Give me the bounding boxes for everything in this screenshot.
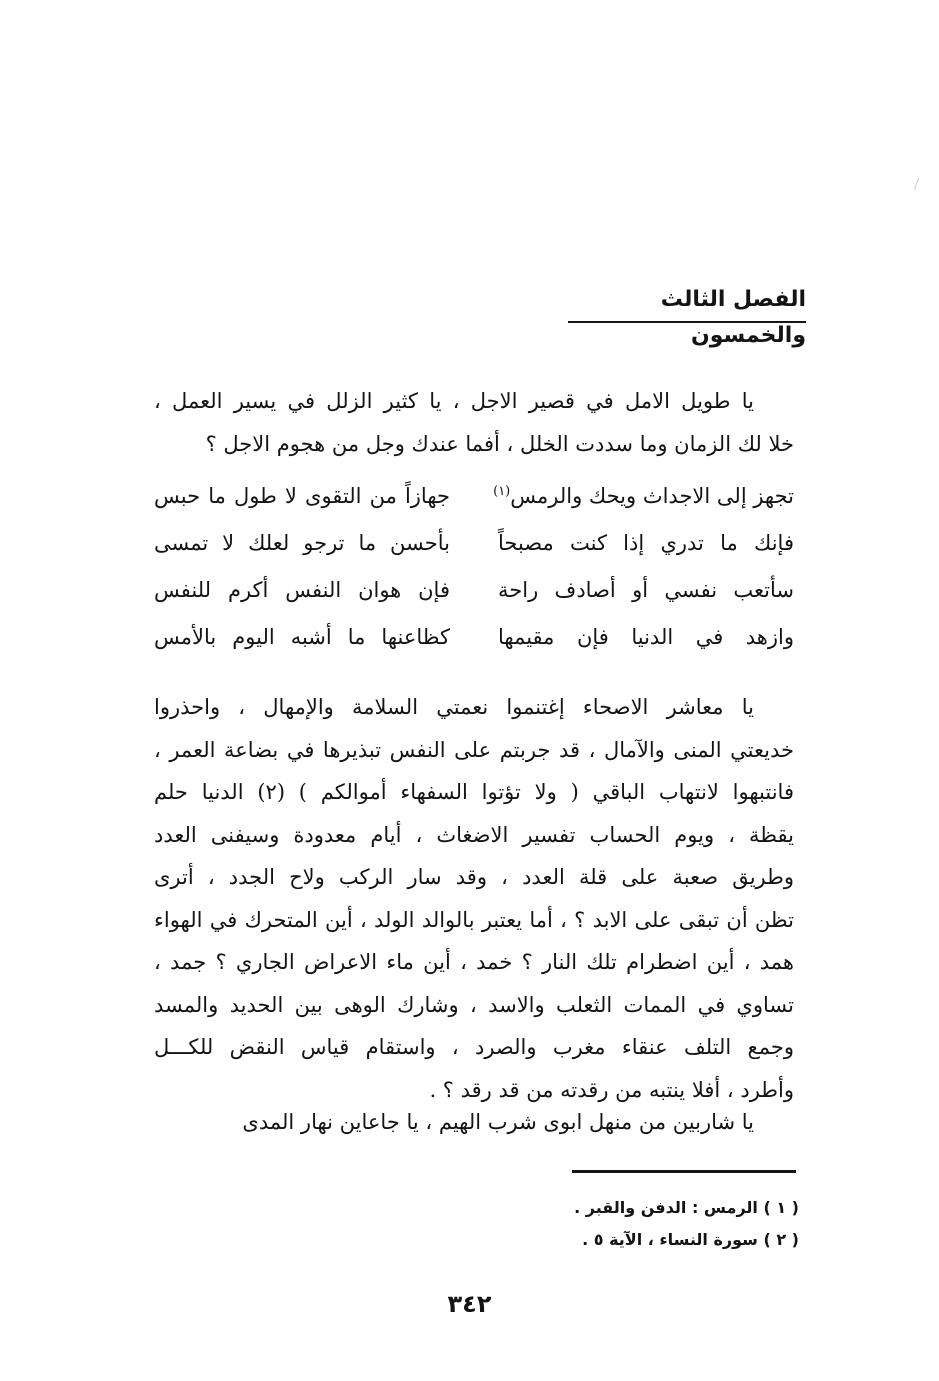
verse-second-hemistich: كظاعنها ما أشبه اليوم بالأمس xyxy=(154,624,450,649)
paragraph-line: فانتبهوا لانتهاب الباقي ( ولا تؤتوا السفهاء أموالكم ) (٢) الدنيا حلم xyxy=(154,780,794,804)
paragraph-1 xyxy=(154,380,794,466)
chapter-title: الفصل الثالث والخمسون xyxy=(660,287,806,348)
paragraph-line: يا معاشر الاصحاء إغتنموا نعمتي السلامة والإمهال ، واحذروا xyxy=(154,695,754,719)
poem xyxy=(154,472,794,660)
paragraph-line: تساوي في الممات الثعلب والاسد ، وشارك الوهى بين الحديد والمسد xyxy=(154,992,794,1017)
paragraph-line: خلا لك الزمان وما سددت الخلل ، أفما عندك وجل من هجوم الاجل ؟ xyxy=(205,432,794,456)
paragraph-line: وطريق صعبة على قلة العدد ، وقد سار الركب ولاح الجدد ، أترى xyxy=(154,865,794,889)
poem-verse xyxy=(154,613,794,660)
paragraph-line: تظن أن تبقى على الابد ؟ ، أما يعتبر بالوالد الولد ، أين المتحرك في الهواء xyxy=(154,907,794,932)
scan-speck xyxy=(914,178,919,190)
paragraph-line: خديعتي المنى والآمال ، قد جربتم على النفس تبذيرها في بضاعة العمر ، xyxy=(154,737,794,762)
verse-first-hemistich xyxy=(493,483,794,508)
poem-verse xyxy=(154,519,794,566)
footnote-1: ( ١ ) الرمس : الدفن والقبر . xyxy=(574,1198,799,1217)
paragraph-3 xyxy=(154,1102,794,1142)
verse-first-hemistich: سأتعب نفسي أو أصادف راحة xyxy=(498,577,794,602)
verse-second-hemistich: بأحسن ما ترجو لعلك لا تمسى xyxy=(154,530,450,555)
footnotes xyxy=(499,1192,799,1256)
paragraph-line: وأطرد ، أفلا ينتبه من رقدته من قد رقد ؟ . xyxy=(429,1077,794,1102)
paragraph-line: همد ، أين اضطرام تلك النار ؟ خمد ، أين ماء الاعراض الجاري ؟ جمد ، xyxy=(154,950,794,974)
verse-text: تجهز إلى الاجداث ويحك والرمس xyxy=(510,483,794,508)
paragraph-2 xyxy=(154,686,794,1111)
footnote-2: ( ٢ ) سورة النساء ، الآية ٥ . xyxy=(582,1230,799,1249)
paragraph-line: يا طويل الامل في قصير الاجل ، يا كثير الزلل في يسير العمل ، xyxy=(154,389,754,413)
page-number: ٣٤٢ xyxy=(447,1290,492,1318)
poem-verse xyxy=(154,566,794,613)
verse-second-hemistich: فإن هوان النفس أكرم للنفس xyxy=(154,577,450,602)
paragraph-line: وجمع التلف عنقاء مغرب والصرد ، واستقام قياس النقض للكـــل xyxy=(154,1035,794,1059)
title-underline xyxy=(568,321,806,323)
verse-first-hemistich: فإنك ما تدري إذا كنت مصبحاً xyxy=(498,530,794,555)
footnote-separator xyxy=(572,1170,796,1173)
poem-verse xyxy=(154,472,794,519)
verse-first-hemistich: وازهد في الدنيا فإن مقيمها xyxy=(498,624,794,649)
verse-second-hemistich: جهازاً من التقوى لا طول ما حبس xyxy=(154,483,450,508)
paragraph-line: يقظة ، ويوم الحساب تفسير الاضغاث ، أيام معدودة وسيفنى العدد xyxy=(154,822,794,847)
paragraph-line: يا شاربين من منهل ابوى شرب الهيم ، يا جاعاين نهار المدى xyxy=(242,1110,754,1134)
footnote-marker: (١) xyxy=(493,483,511,499)
